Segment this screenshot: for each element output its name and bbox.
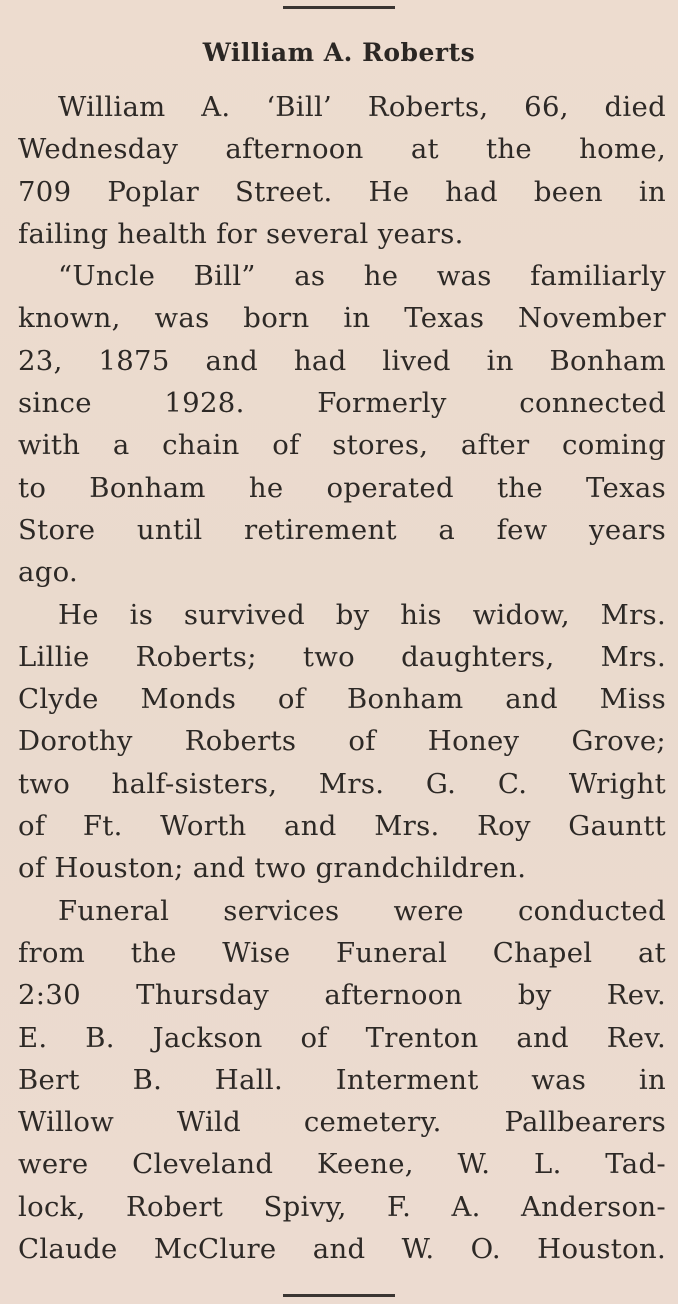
text-line: from the Wise Funeral Chapel at [18, 936, 666, 969]
text-line: E. B. Jackson of Trenton and Rev. [18, 1021, 666, 1054]
text-line: He is survived by his widow, Mrs. [58, 598, 666, 631]
text-line: 23, 1875 and had lived in Bonham [18, 344, 666, 377]
text-line: known, was born in Texas November [18, 302, 666, 335]
text-line: Store until retirement a few years [18, 513, 666, 546]
text-line: to Bonham he operated the Texas [18, 471, 666, 504]
text-line: Bert B. Hall. Interment was in [18, 1063, 666, 1096]
text-line: Clyde Monds of Bonham and Miss [18, 683, 666, 716]
text-line: 709 Poplar Street. He had been in [18, 175, 666, 208]
text-line: Wednesday afternoon at the home, [18, 133, 666, 166]
text-line: were Cleveland Keene, W. L. Tad- [18, 1148, 666, 1181]
top-rule [283, 6, 395, 9]
text-line: Dorothy Roberts of Honey Grove; [18, 725, 666, 758]
text-line: Willow Wild cemetery. Pallbearers [18, 1106, 666, 1139]
obituary-headline: William A. Roberts [202, 38, 476, 67]
obituary-body [18, 86, 666, 1270]
text-line: ago. [18, 556, 79, 589]
text-line: Lillie Roberts; two daughters, Mrs. [18, 640, 666, 673]
text-line: 2:30 Thursday afternoon by Rev. [18, 979, 666, 1012]
bottom-rule [283, 1294, 395, 1297]
text-line: of Ft. Worth and Mrs. Roy Gauntt [18, 810, 666, 843]
text-line: with a chain of stores, after coming [18, 429, 666, 462]
text-line: Claude McClure and W. O. Houston. [18, 1233, 666, 1266]
text-line: William A. ‘Bill’ Roberts, 66, died [58, 91, 666, 123]
text-line: of Houston; and two grandchildren. [18, 852, 527, 885]
text-line: lock, Robert Spivy, F. A. Anderson- [18, 1190, 666, 1223]
text-line: failing health for several years. [18, 217, 464, 250]
text-line: Funeral services were conducted [58, 894, 666, 927]
text-line: since 1928. Formerly connected [18, 387, 666, 420]
text-line: two half-sisters, Mrs. G. C. Wright [18, 767, 666, 800]
text-line: “Uncle Bill” as he was familiarly [58, 260, 666, 293]
